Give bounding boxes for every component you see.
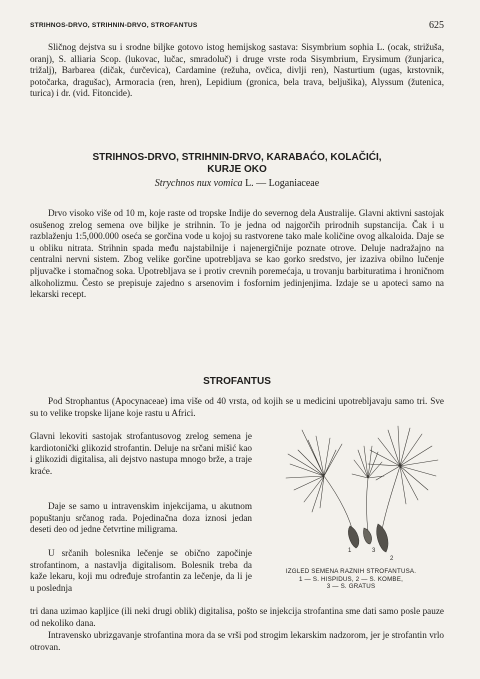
strychnos-heading-block — [30, 152, 444, 190]
figure-caption-line3: 3 — S. GRATUS — [326, 583, 376, 591]
strychnos-botanical-name — [30, 178, 444, 190]
strofantus-para3-narrow: U srčanih bolesnika lečenje se obično započinje strofantinom, a nastavlja digitalisom. Bolesnik treba da kaže lekaru, koji mu određuje strofantin za lečenje, da li je u poslednja — [30, 548, 252, 593]
strychnos-latin-name: Strychnos nux vomica — [154, 178, 243, 189]
seed-1-hispidus — [286, 430, 359, 548]
strychnos-body: Drvo visoko više od 10 m, koje raste od tropske Indije do severnog dela Australije. Glavni aktivni sastojak osušenog zrelog semena ove biljke je strihnin. To je jedna od najgorčih prirodnih supstancija. Čak i u razblaženju 1:5,000.000 oseća se gorčina vode u kojoj su rastvorene tako male količine ovog alkaloida. Daje se u obliku nitrata. Strihnin spada među najstabilnije i najenergičnije poznate otrove. Deluje nadražajno na centralni nervni sistem. Zbog velike gorčine upotrebljava se kao gorko sredstvo, jer izaziva obilno lučenje pljuvačke i stomačnog soka. Upotrebljava se i protiv crevnih poremećaja, u trovanju barbituratima i hroničnom alkoholizmu. Često se prepisuje zajedno s arsenovim i fosfornim jedinjenjima. Izdaje se u apoteci samo na lekarski recept. — [30, 208, 444, 300]
intro-paragraph: Sličnog dejstva su i srodne biljke gotovo istog hemijskog sastava: Sisymbrium sophia L. (ocak, strižuša, oranj), S. alliaria Scop. (lukovac, lučac, smradoluč) i druge vrste roda Sisymbrium, Erysimum (žunjarica, trižalj), Barbarea (dičak, ćurčevica), Cardamine (režuha, ovčica, divlji ren), Nasturtium (ugas, krstovnik, potočarka, dragušac), Armoracia (ren, hren), Lepidium (gronica, bela trava, beljušika), Alyssum (žutenica, turica) i dr. (vid. Fitoncide). — [30, 42, 444, 99]
figure-caption — [248, 568, 454, 591]
page-number: 625 — [429, 20, 444, 31]
strychnos-heading-line1: STRIHNOS-DRVO, STRIHNIN-DRVO, KARABAĆO, KOLAČIĆI, — [92, 152, 382, 163]
strofantus-para1-full: Pod Strophantus (Apocynaceae) ima više od 40 vrsta, od kojih se u medicini upotrebljavaju samo tri. Sve su to velike tropske lijane koje rastu u Africi. — [30, 396, 444, 418]
seed-2-kombe — [368, 426, 438, 552]
figure-label-3: 3 — [372, 548, 376, 554]
strychnos-heading-line2: KURJE OKO — [207, 164, 267, 175]
strofantus-para4: Intravensko ubrizgavanje strofantina mora da se vrši pod strogim lekarskim nadzorom, jer je strofantin vrlo otrovan. — [30, 630, 444, 652]
strychnos-family: L. — Loganiaceae — [242, 178, 320, 189]
figure-caption-line1: IZGLED SEMENA RAZNIH STROFANTUSA. — [285, 568, 417, 575]
figure-label-1: 1 — [348, 548, 352, 554]
strophanthus-seeds-illustration — [258, 420, 444, 565]
running-header: STRIHNOS-DRVO, STRIHNIN-DRVO, STROFANTUS — [30, 22, 198, 29]
strofantus-para2: Daje se samo u intravenskim injekcijama, u akutnom popuštanju srčanog rada. Pojedinačna doza iznosi jedan deseti deo od jedne četvrtine miligrama. — [30, 501, 252, 535]
figure-caption-line2: 1 — S. HISPIDUS, 2 — S. KOMBE, — [299, 575, 403, 583]
strofantus-heading: STROFANTUS — [203, 376, 271, 387]
figure-label-2: 2 — [390, 556, 394, 562]
strofantus-para3-full: tri dana uzimao kapljice (ili neki drugi oblik) digitalisa, pošto se injekcija strofantina sme dati samo posle pauze od nekoliko dana. — [30, 606, 444, 628]
strofantus-para1-narrow: Glavni lekoviti sastojak strofantusovog zrelog semena je kardiotonički glikozid strofantin. Deluje na srčani mišić kao i glikozidi digitalisa, ali dejstvo nastupa mnogo brže, a traje kraće. — [30, 431, 252, 476]
